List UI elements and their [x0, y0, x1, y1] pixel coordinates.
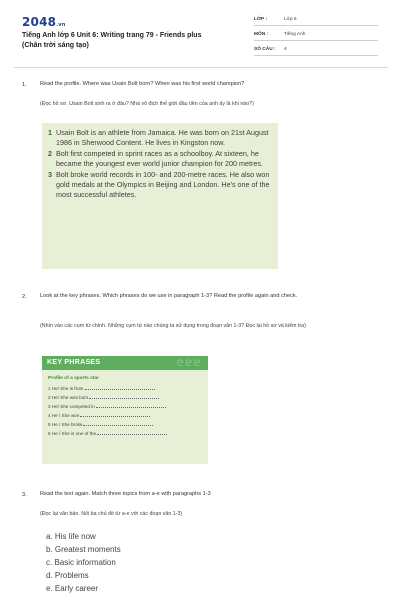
document-header	[0, 0, 400, 64]
blank-line	[96, 405, 166, 408]
question-text: Read the text again. Match three topics from a-e with paragraphs 1-3	[40, 491, 211, 497]
meta-label: SỐ CÂU :	[254, 47, 276, 52]
topic-item: d. Problems	[46, 571, 89, 580]
question-number: 3.	[22, 492, 27, 498]
title-line: Tiếng Anh lớp 6 Unit 6: Writing trang 79 - Friends plus	[22, 32, 202, 39]
meta-value: 4	[284, 47, 287, 52]
key-phrase-line: 4 He / She won	[48, 413, 228, 418]
question-number: 2.	[22, 294, 27, 300]
question-number: 1.	[22, 82, 27, 88]
blank-line	[89, 396, 159, 399]
key-phrases-box	[42, 356, 208, 464]
key-phrase-line: 2 He/ She was born	[48, 395, 228, 400]
key-phrase-line: 5 He / She broke	[48, 422, 228, 427]
paragraph-number: 2	[48, 149, 52, 159]
profile-paragraph	[48, 128, 272, 147]
profile-paragraph	[48, 149, 272, 168]
question-translation: (Đọc hồ sơ. Usain Bolt sinh ra ở đâu? Nhà vô địch thế giới đầu tiên của anh ấy là khi nào?)	[40, 101, 254, 107]
document-title	[22, 31, 242, 51]
key-phrase-line: 6 He / She is one of the	[48, 431, 228, 436]
site-logo[interactable]: 2048.vn	[22, 15, 66, 29]
paragraph-number: 3	[48, 170, 52, 180]
topic-item: e. Early career	[46, 584, 99, 593]
paragraph-text: Bolt first competed in sprint races as a schoolboy. At sixteen, he became the youngest ever world junior champion for 200 metres.	[56, 149, 263, 168]
key-phrases-title: KEY PHRASES	[47, 359, 101, 366]
key-phrases-subtitle: Profile of a sports star	[48, 376, 99, 381]
question-translation: (Nhìn vào các cụm từ chính. Những cụm từ nào chúng ta sử dụng trong đoạn văn 1-3? Đọc lại hồ sơ và kiểm tra)	[40, 323, 306, 329]
meta-value: Tiếng Anh	[284, 32, 306, 37]
topic-item: c. Basic information	[46, 558, 116, 567]
meta-row-class	[254, 14, 378, 26]
meta-label: MÔN :	[254, 32, 269, 37]
topic-item: b. Greatest moments	[46, 545, 121, 554]
title-line: (Chân trời sáng tạo)	[22, 42, 89, 49]
blank-line	[80, 414, 150, 417]
question-text: Look at the key phrases. Which phrases do we use in paragraph 1-3? Read the profile again and check.	[40, 293, 298, 299]
paragraph-text: Usain Bolt is an athlete from Jamaica. He was born on 21st August 1986 in Sherwood Content. He lives in Kingston now.	[56, 128, 269, 147]
topic-item: a. His life now	[46, 532, 96, 541]
paragraph-number: 1	[48, 128, 52, 137]
key-phrase-line: 3 He/ She competed in	[48, 404, 228, 409]
paragraph-text: Bolt broke world records in 100- and 200-metre races. He also won gold medals at the Olympics in Beijing and London. He's one of the most successful athletes.	[56, 170, 270, 199]
header-divider	[14, 67, 388, 68]
blank-line	[83, 423, 153, 426]
meta-label: LỚP :	[254, 17, 268, 22]
question-text: Read the profile. Where was Usain Bolt born? When was his first world champion?	[40, 81, 245, 87]
blank-line	[85, 387, 155, 390]
meta-row-question-count	[254, 44, 378, 56]
meta-row-subject	[254, 29, 378, 41]
question-translation: (Đọc lại văn bản. Nối ba chủ đề từ a-e với các đoạn văn 1-3)	[40, 511, 183, 517]
profile-reading-box	[42, 123, 278, 269]
meta-info	[254, 14, 378, 59]
meta-value: Lớp 6	[284, 17, 297, 22]
decorative-swirl-icon: ᘓᘓᘓ	[176, 358, 202, 368]
key-phrases-header	[42, 356, 208, 370]
blank-line	[97, 432, 167, 435]
key-phrase-line: 1 He/ She is from	[48, 386, 228, 391]
profile-paragraph	[48, 170, 272, 199]
